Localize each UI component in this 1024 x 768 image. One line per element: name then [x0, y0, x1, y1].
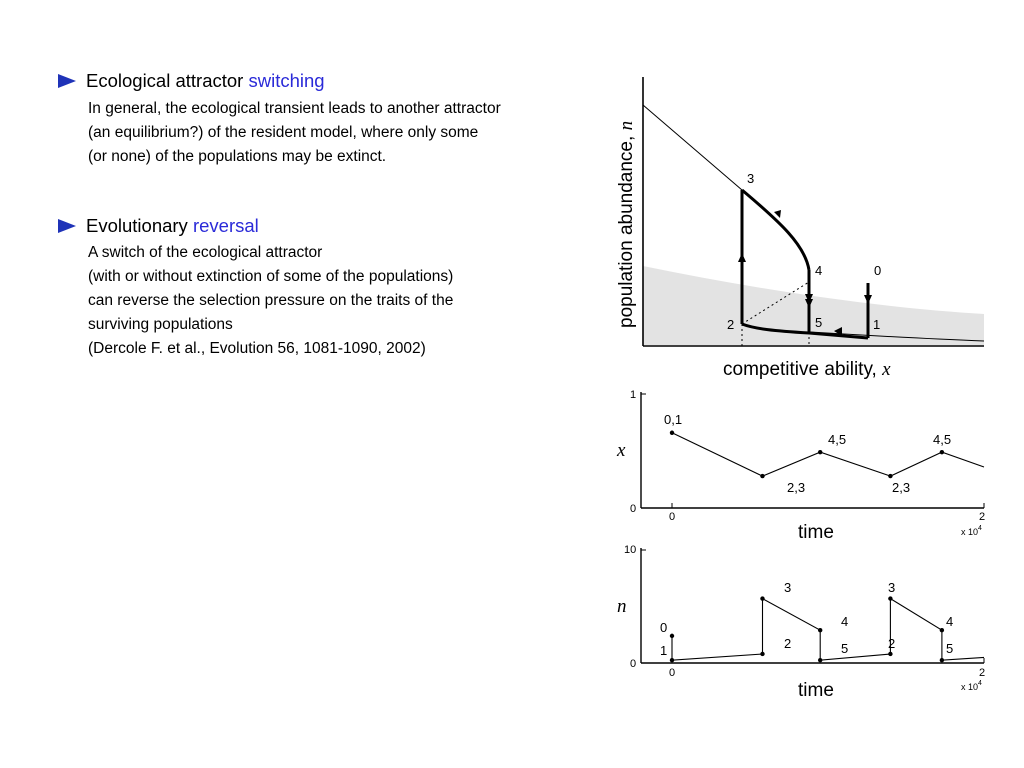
accent-term: reversal: [192, 215, 259, 236]
x-tick-label: 0: [669, 667, 676, 679]
data-point: [940, 628, 944, 632]
y-tick-label: 0: [630, 658, 637, 670]
x-multiplier: x $10^4$: [961, 525, 982, 537]
phase-diagram: [616, 77, 984, 380]
point-label: 0: [660, 620, 668, 635]
text-line: (with or without extinction of some of the populations): [88, 268, 454, 285]
point-label: 3: [888, 580, 896, 595]
data-point: [818, 658, 822, 662]
point-label: 2: [888, 636, 896, 651]
x-axis-label: time: [798, 680, 834, 701]
y-tick-label: 1: [630, 389, 637, 401]
x-tick-label: 2: [979, 667, 986, 679]
trait-time-series: [616, 389, 985, 543]
point-label: 3: [784, 580, 792, 595]
text-line: can reverse the selection pressure on the traits of the: [88, 292, 454, 309]
text-line: (an equilibrium?) of the resident model, where only some: [88, 124, 479, 141]
point-label: 3: [747, 171, 755, 186]
data-point: [888, 474, 892, 478]
y-tick-label: 0: [630, 503, 637, 515]
point-label: 2: [727, 317, 735, 332]
point-label: 4: [841, 614, 849, 629]
y-axis-label: n: [617, 596, 627, 617]
accent-term: switching: [248, 70, 325, 91]
arrow-icon: [774, 210, 781, 218]
data-point: [760, 652, 764, 656]
text-line: (Dercole F. et al., Evolution 56, 1081-1090, 2002): [88, 340, 426, 357]
point-label: 4,5: [828, 432, 847, 447]
point-label: 1: [873, 317, 881, 332]
point-label: 0: [874, 263, 882, 278]
data-point: [670, 431, 674, 435]
x-axis-label: time: [798, 522, 834, 543]
point-label: 2: [784, 636, 792, 651]
arrow-icon: [864, 295, 872, 304]
point-label: 4,5: [933, 432, 952, 447]
point-label: 5: [815, 315, 823, 330]
point-label: 1: [660, 643, 668, 658]
point-label: 2,3: [892, 480, 911, 495]
data-point: [940, 450, 944, 454]
x-tick-label: 2: [979, 511, 986, 523]
abundance-time-series: [617, 544, 985, 701]
data-point: [888, 652, 892, 656]
text-line: (or none) of the populations may be extinct.: [88, 148, 387, 165]
point-label: 4: [815, 263, 823, 278]
data-point: [760, 596, 764, 600]
point-label: 5: [841, 641, 849, 656]
data-point: [818, 450, 822, 454]
data-points: [670, 431, 944, 479]
data-point: [760, 474, 764, 478]
y-axis-label: x: [617, 440, 626, 461]
bullet-heading: Evolutionary reversal: [86, 215, 259, 236]
text-line: A switch of the ecological attractor: [88, 244, 323, 261]
x-axis-label: competitive ability, x: [723, 359, 891, 380]
point-label: 2,3: [787, 480, 806, 495]
point-label: 4: [946, 614, 954, 629]
arrow-icon: [738, 253, 746, 262]
text-line: In general, the ecological transient leads to another attractor: [88, 100, 501, 117]
trajectory-3-4: [742, 190, 809, 270]
series-line: [672, 599, 984, 661]
x-multiplier: x $10^4$: [961, 680, 982, 692]
text-line: surviving populations: [88, 316, 233, 333]
bullet-heading: Ecological attractor switching: [86, 70, 325, 91]
x-tick-label: 0: [669, 511, 676, 523]
data-point: [940, 658, 944, 662]
y-axis-label: population abundance, n: [616, 120, 637, 328]
point-label: 5: [946, 641, 954, 656]
data-point: [818, 628, 822, 632]
data-point: [888, 596, 892, 600]
data-point: [670, 658, 674, 662]
point-label: 0,1: [664, 412, 683, 427]
data-point: [670, 634, 674, 638]
equilibrium-curve-upper: [643, 105, 742, 190]
y-tick-label: 10: [624, 544, 637, 556]
